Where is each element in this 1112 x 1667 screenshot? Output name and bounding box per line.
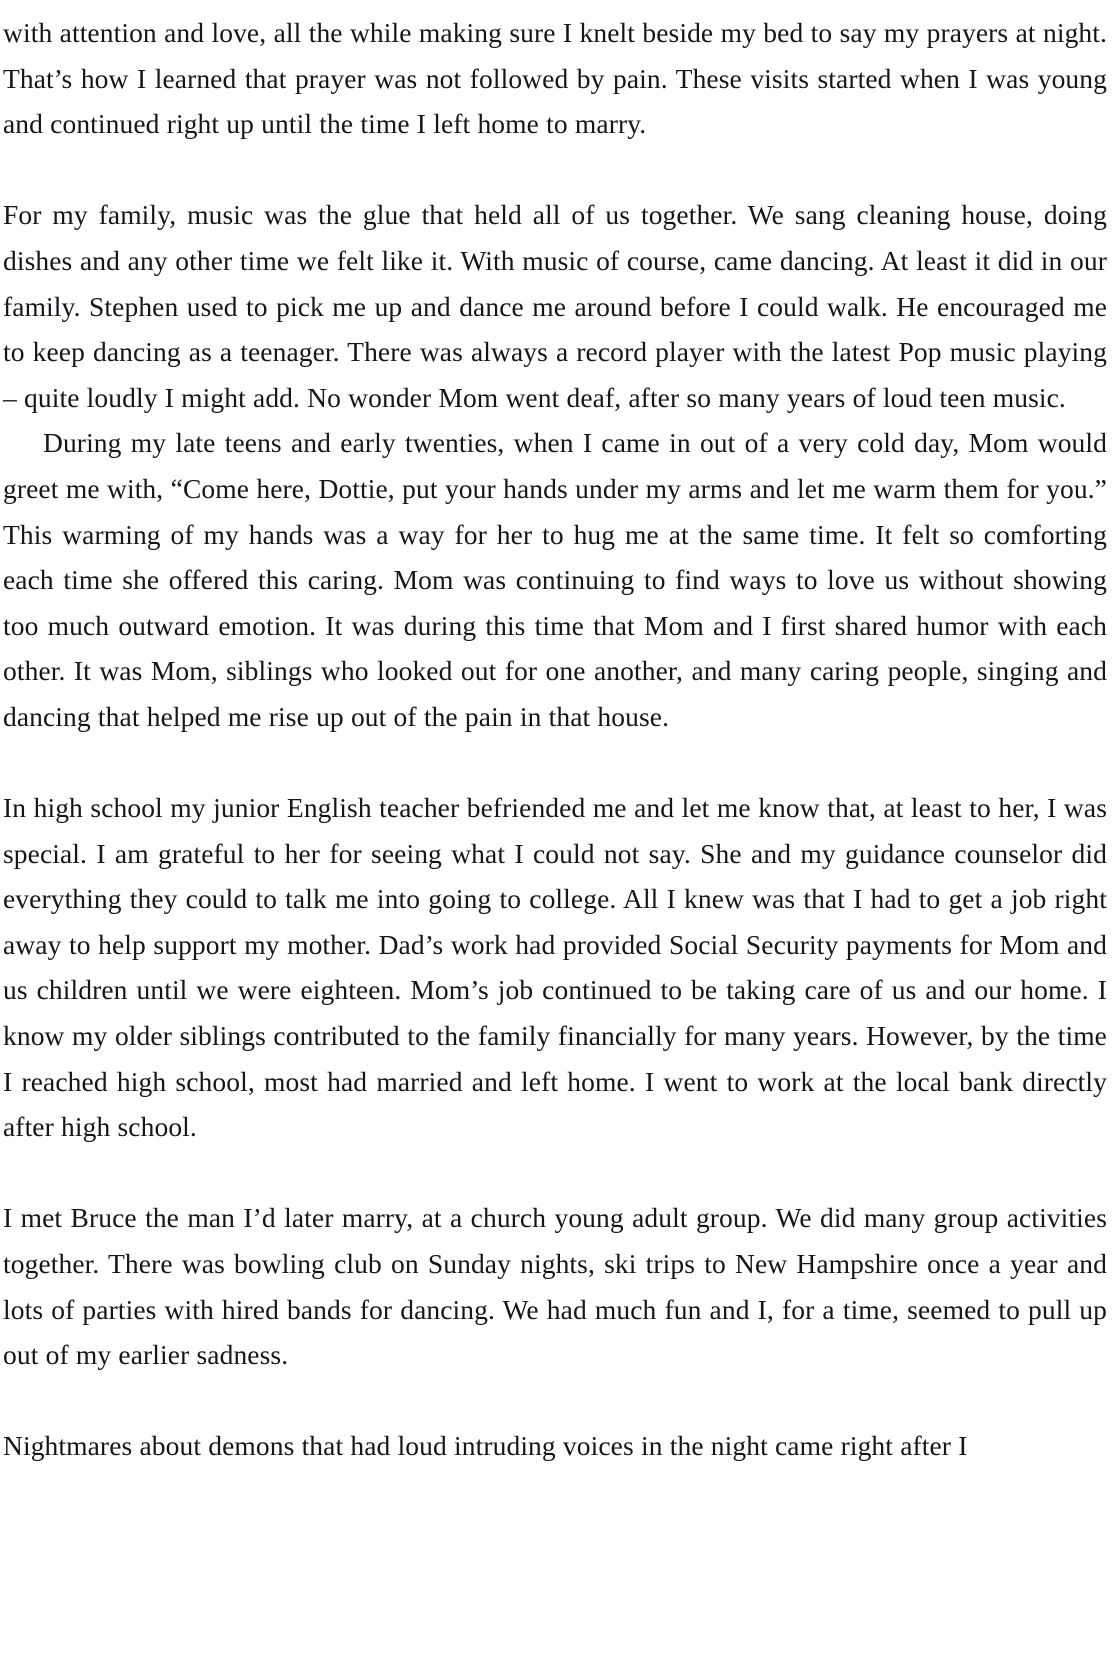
paragraph-spacer [3,1150,1107,1196]
paragraph-continuation-prayers: with attention and love, all the while making sure I knelt beside my bed to say my prayers at night. That’s how I learned that prayer was not followed by pain. These visits started when I was young and continued right up until the time I left home to marry. [3,17,1107,140]
paragraph-high-school-teacher: In high school my junior English teacher befriended me and let me know that, at least to her, I was special. I am grateful to her for seeing what I could not say. She and my guidance counselor did everything they could to talk me into going to college. All I knew was that I had to get a job right away to help support my mother. Dad’s work had provided Social Security payments for Mom and us children until we were eighteen. Mom’s job continued to be taking care of us and our home. I know my older siblings contributed to the family financially for many years. However, by the time I reached high school, most had married and left home. I went to work at the local bank directly after high school. [3,792,1107,1143]
paragraph-met-bruce: I met Bruce the man I’d later marry, at a church young adult group. We did many group activities together. There was bowling club on Sunday nights, ski trips to New Hampshire once a year and lots of parties with hired bands for dancing. We had much fun and I, for a time, seemed to pull up out of my earlier sadness. [3,1202,1107,1371]
top-spacer [3,0,1107,10]
paragraph-spacer [3,147,1107,193]
body-text-column [3,0,1107,1469]
paragraph-nightmares-truncated: Nightmares about demons that had loud intruding voices in the night came right after I [3,1430,968,1462]
paragraph-during-late-teens: During my late teens and early twenties, when I came in out of a very cold day, Mom would greet me with, “Come here, Dottie, put your hands under my arms and let me warm them for you.” This warming of my hands was a way for her to hug me at the same time. It felt so comforting each time she offered this caring. Mom was continuing to find ways to love us without showing too much outward emotion. It was during this time that Mom and I first shared humor with each other. It was Mom, siblings who looked out for one another, and many caring people, singing and dancing that helped me rise up out of the pain in that house. [3,427,1107,732]
paragraph-spacer [3,740,1107,786]
paragraph-music-family: For my family, music was the glue that held all of us together. We sang cleaning house, doing dishes and any other time we felt like it. With music of course, came dancing. At least it did in our family. Stephen used to pick me up and dance me around before I could walk. He encouraged me to keep dancing as a teenager. There was always a record player with the latest Pop music playing – quite loudly I might add. No wonder Mom went deaf, after so many years of loud teen music. [3,199,1107,413]
paragraph-spacer [3,1378,1107,1424]
